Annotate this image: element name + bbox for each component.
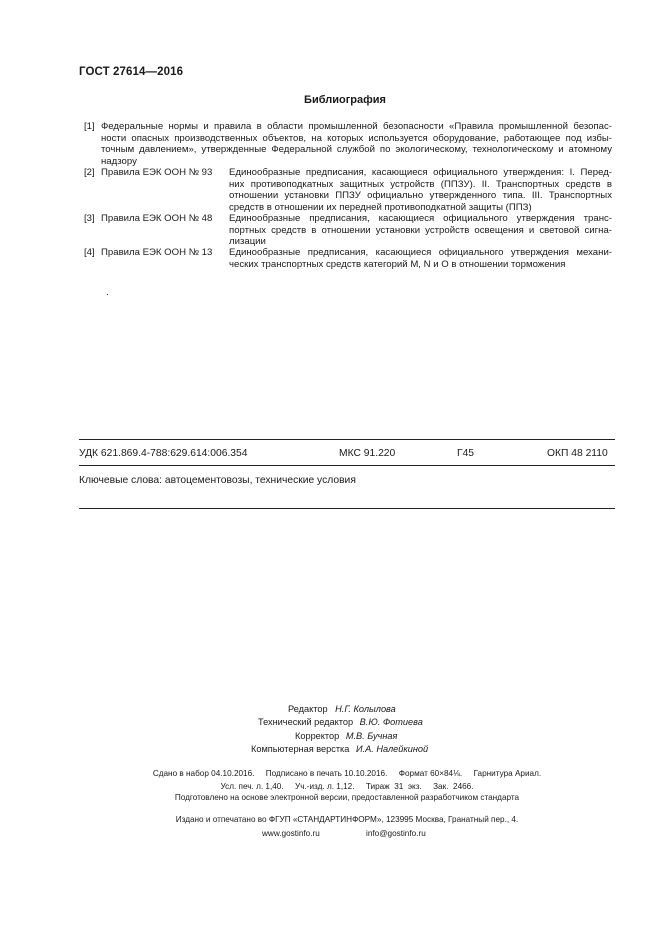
- website-link[interactable]: www.gostinfo.ru: [262, 829, 320, 838]
- item-text: [229, 213, 612, 248]
- item-line: портных средств в отношении установки устройств освещения и световой сигна-: [229, 224, 612, 236]
- bibliography-item: [84, 247, 614, 271]
- item-line: отношении установки ППЗУ официально утвержденного типа. III. Транспортных: [229, 190, 612, 202]
- udk-code: УДК 621.869.4-788:629.614:006.354: [79, 448, 248, 459]
- layout-label: Компьютерная верстка: [251, 744, 350, 754]
- item-number: [4]: [84, 247, 95, 258]
- proofreader-line: [295, 731, 397, 741]
- bibliography-item: [84, 167, 614, 214]
- item-text: [229, 247, 612, 270]
- okp-code: ОКП 48 2110: [547, 448, 608, 459]
- standard-header: ГОСТ 27614—2016: [79, 66, 184, 78]
- item-line: лизации: [229, 236, 266, 248]
- imprint-line-3: Подготовлено на основе электронной версии, предоставленной разработчиком стандарта: [174, 793, 520, 802]
- item-line: Единообразные предписания, касающиеся официального утверждения транс-: [229, 213, 612, 224]
- item-line: надзору: [101, 155, 137, 167]
- item-line: точным давлением», утвержденные Федеральной службой по экологическому, технологическому и атомному: [101, 144, 612, 156]
- item-line: ческих транспортных средств категорий M, N и O в отношении торможения: [229, 258, 566, 270]
- item-name: Правила ЕЭК ООН № 48: [101, 213, 213, 224]
- imprint-line-4: Издано и отпечатано во ФГУП «СТАНДАРТИНФОРМ», 123995 Москва, Гранатный пер., 4.: [175, 815, 519, 824]
- imprint-line-2: Усл. печ. л. 1,40. Уч.-изд. л. 1,12. Тираж 31 экз. Зак. 2466.: [220, 782, 474, 791]
- trailing-mark: .: [106, 287, 109, 298]
- bibliography-item: [84, 121, 614, 168]
- bottom-rule: [79, 508, 615, 509]
- middle-rule: [79, 465, 615, 466]
- proofreader-label: Корректор: [295, 731, 340, 741]
- item-line: Федеральные нормы и правила в области промышленной безопасности «Правила промышленной безопас-: [101, 121, 612, 132]
- item-line: ности опасных производственных объектов, на которых используется оборудование, работающее под избы-: [101, 132, 612, 144]
- item-line: Единообразные предписания, касающиеся официального утверждения: I. Перед-: [229, 167, 612, 178]
- bibliography-item: [84, 213, 614, 249]
- editor-label: Редактор: [288, 704, 328, 714]
- mks-code: МКС 91.220: [339, 448, 396, 459]
- imprint-line-1: Сдано в набор 04.10.2016. Подписано в печать 10.10.2016. Формат 60×84⅛. Гарнитура Ариал.: [152, 769, 542, 778]
- item-line: Единообразные предписания, касающиеся официального утверждения механи-: [229, 247, 612, 258]
- tech-editor-line: [258, 717, 423, 727]
- item-line: средств в отношении их передней противоподкатной защиты (ППЗ): [229, 201, 532, 213]
- item-name: Правила ЕЭК ООН № 13: [101, 247, 213, 258]
- item-text: [101, 121, 612, 167]
- top-rule: [79, 439, 615, 440]
- layout-line: [251, 744, 428, 754]
- item-name: Правила ЕЭК ООН № 93: [101, 167, 213, 178]
- bibliography-title: Библиография: [304, 94, 386, 106]
- item-text: [229, 167, 612, 213]
- layout-name: И.А. Налейкиной: [355, 744, 429, 754]
- email-link[interactable]: info@gostinfo.ru: [366, 829, 426, 838]
- tech-editor-name: В.Ю. Фотиева: [359, 717, 423, 727]
- proofreader-name: М.В. Бучная: [345, 731, 398, 741]
- item-number: [3]: [84, 213, 95, 224]
- keywords: Ключевые слова: автоцементовозы, технические условия: [79, 475, 356, 486]
- item-number: [2]: [84, 167, 95, 178]
- editor-name: Н.Г. Колылова: [335, 704, 396, 714]
- editor-line: [288, 704, 396, 714]
- group-code: Г45: [457, 448, 475, 459]
- item-line: них противоподкатных защитных устройств (ППЗУ). II. Транспортных средств в: [229, 178, 612, 190]
- tech-editor-label: Технический редактор: [258, 717, 354, 727]
- item-number: [1]: [84, 121, 95, 132]
